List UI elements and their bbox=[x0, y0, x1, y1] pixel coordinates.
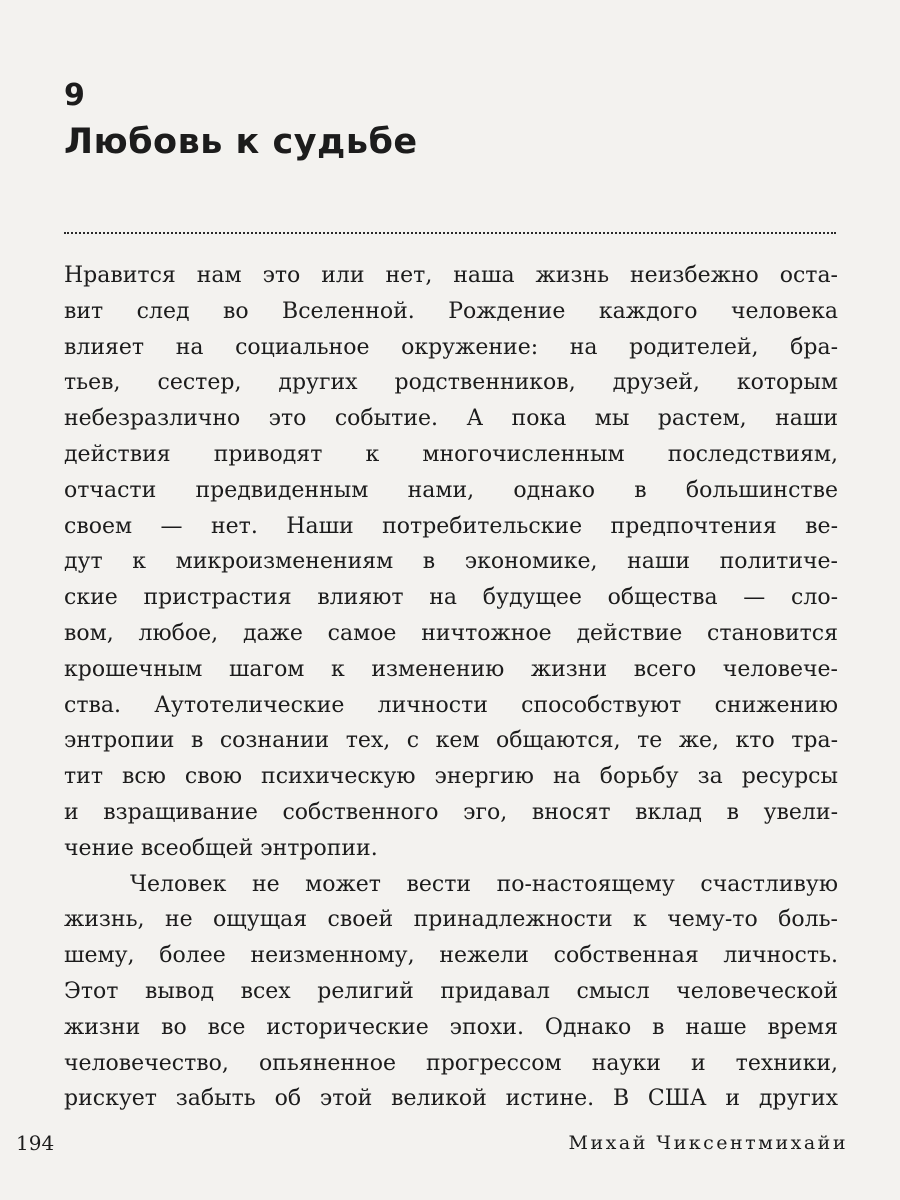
text-line: действия приводят к многочисленным последствиям, bbox=[64, 441, 838, 467]
text-line: отчасти предвиденным нами, однако в большинстве bbox=[64, 477, 838, 503]
text-line: вом, любое, даже самое ничтожное действие становится bbox=[64, 620, 838, 646]
body-text bbox=[64, 258, 838, 1117]
text-line: энтропии в сознании тех, с кем общаются, те же, кто тра- bbox=[64, 728, 838, 754]
text-line: ские пристрастия влияют на будущее общества — сло- bbox=[64, 585, 838, 611]
text-line: Этот вывод всех религий придавал смысл человеческой bbox=[64, 978, 838, 1004]
text-line: вит след во Вселенной. Рождение каждого человека bbox=[64, 298, 838, 324]
text-line: тит всю свою психическую энергию на борьбу за ресурсы bbox=[64, 764, 838, 790]
text-line: жизни во все исторические эпохи. Однако в наше время bbox=[64, 1014, 838, 1040]
running-head-author: Михай Чиксентмихайи bbox=[568, 1132, 848, 1154]
text-line: тьев, сестер, других родственников, друзей, которым bbox=[64, 370, 838, 396]
text-line: Нравится нам это или нет, наша жизнь неизбежно оста- bbox=[64, 263, 838, 288]
text-line: шему, более неизменному, нежели собственная личность. bbox=[64, 943, 838, 969]
chapter-title: Любовь к судьбе bbox=[64, 122, 418, 162]
text-line: Человек не может вести по-настоящему счастливую bbox=[130, 871, 838, 897]
paragraph-2 bbox=[64, 867, 838, 1118]
text-line: влияет на социальное окружение: на родителей, бра- bbox=[64, 334, 838, 360]
text-line: чение всеобщей энтропии. bbox=[64, 835, 378, 861]
text-line: крошечным шагом к изменению жизни всего человече- bbox=[64, 656, 838, 682]
paragraph-1 bbox=[64, 258, 838, 867]
text-line: своем — нет. Наши потребительские предпочтения ве- bbox=[64, 513, 838, 539]
text-line: и взращивание собственного эго, вносят вклад в увели- bbox=[64, 799, 838, 825]
text-line: человечество, опьяненное прогрессом науки и техники, bbox=[64, 1050, 838, 1076]
text-line: ства. Аутотелические личности способствуют снижению bbox=[64, 692, 838, 718]
text-line: рискует забыть об этой великой истине. В США и других bbox=[64, 1086, 838, 1112]
text-line: небезразлично это событие. А пока мы растем, наши bbox=[64, 406, 838, 432]
text-line: дут к микроизменениям в экономике, наши политиче- bbox=[64, 549, 838, 575]
chapter-number: 9 bbox=[64, 78, 85, 113]
dotted-divider bbox=[64, 232, 836, 234]
text-line: жизнь, не ощущая своей принадлежности к чему-то боль- bbox=[64, 907, 838, 933]
page-number: 194 bbox=[16, 1131, 55, 1155]
